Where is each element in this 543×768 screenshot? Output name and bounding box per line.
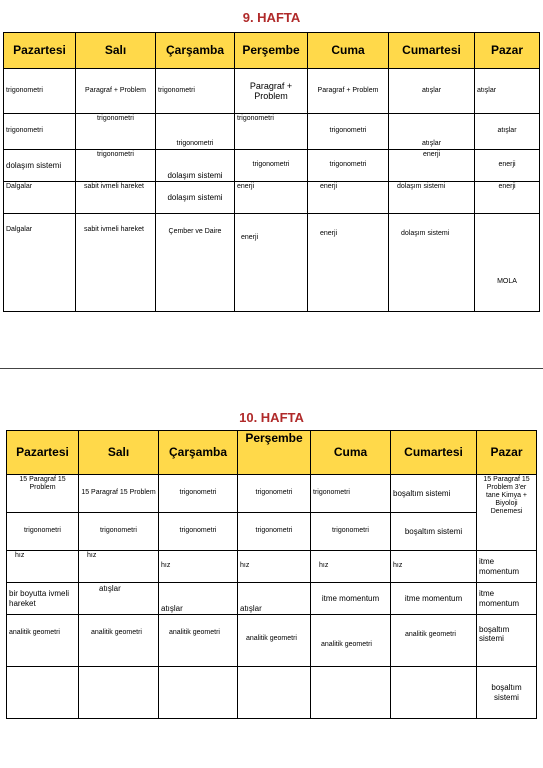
w10-cell: analitik geometri bbox=[238, 615, 311, 667]
table-row bbox=[7, 551, 537, 583]
w10-cell: hız bbox=[238, 551, 311, 583]
w10-day-header: Pazartesi bbox=[7, 431, 79, 475]
table-row bbox=[7, 583, 537, 615]
w10-day-header: Cuma bbox=[311, 431, 391, 475]
w10-cell bbox=[311, 667, 391, 719]
w9-cell: trigonometri bbox=[4, 69, 76, 114]
w9-day-header: Salı bbox=[76, 33, 156, 69]
w10-cell: analitik geometri bbox=[311, 615, 391, 667]
w9-cell: sabit ivmeli hareket bbox=[76, 214, 156, 312]
w9-cell: enerji bbox=[389, 150, 475, 182]
w9-cell: trigonometri bbox=[235, 114, 308, 150]
w9-cell: dolaşım sistemi bbox=[389, 182, 475, 214]
table-row bbox=[4, 150, 540, 182]
w10-cell: hız bbox=[159, 551, 238, 583]
w10-cell: itme momentum bbox=[477, 551, 537, 583]
w10-cell bbox=[391, 667, 477, 719]
w10-cell: analitik geometri bbox=[79, 615, 159, 667]
table-row bbox=[4, 69, 540, 114]
w10-cell: trigonometri bbox=[311, 475, 391, 513]
w10-cell: hız bbox=[311, 551, 391, 583]
w9-cell: enerji bbox=[475, 150, 540, 182]
table-row bbox=[4, 214, 540, 312]
w10-cell: trigonometri bbox=[311, 513, 391, 551]
w10-cell: analitik geometri bbox=[7, 615, 79, 667]
w9-cell: enerji bbox=[235, 182, 308, 214]
w10-day-header: Salı bbox=[79, 431, 159, 475]
w9-cell: atışlar bbox=[475, 114, 540, 150]
w10-cell: 15 Paragraf 15 Problem bbox=[79, 475, 159, 513]
w10-day-header: Çarşamba bbox=[159, 431, 238, 475]
w9-cell: Dalgalar bbox=[4, 182, 76, 214]
week-10-header-row bbox=[7, 431, 537, 475]
w9-cell: Dalgalar bbox=[4, 214, 76, 312]
table-row bbox=[7, 615, 537, 667]
week-10-title: 10. HAFTA bbox=[239, 410, 304, 425]
w9-cell: Paragraf + Problem bbox=[308, 69, 389, 114]
w9-cell: enerji bbox=[308, 182, 389, 214]
w10-cell bbox=[7, 667, 79, 719]
w9-cell: trigonometri bbox=[4, 114, 76, 150]
week-9-title: 9. HAFTA bbox=[242, 10, 301, 25]
week-9-header-row bbox=[4, 33, 540, 69]
w10-cell: atışlar bbox=[159, 583, 238, 615]
w10-cell: hız bbox=[7, 551, 79, 583]
w10-day-header: Perşembe bbox=[238, 431, 311, 475]
w10-cell: boşaltım sistemi bbox=[477, 667, 537, 719]
w10-cell: atışlar bbox=[79, 583, 159, 615]
w10-cell: bir boyutta ivmeli hareket bbox=[7, 583, 79, 615]
w10-cell: 15 Paragraf 15 Problem bbox=[7, 475, 79, 513]
table-row bbox=[7, 667, 537, 719]
table-row bbox=[7, 513, 537, 551]
w9-cell: atışlar bbox=[475, 69, 540, 114]
w10-cell: analitik geometri bbox=[159, 615, 238, 667]
w9-cell: trigonometri bbox=[156, 114, 235, 150]
w9-cell: atışlar bbox=[389, 69, 475, 114]
w10-cell: itme momentum bbox=[477, 583, 537, 615]
w10-cell: hız bbox=[391, 551, 477, 583]
w10-cell: analitik geometri bbox=[391, 615, 477, 667]
w9-day-header: Çarşamba bbox=[156, 33, 235, 69]
w9-day-header: Pazar bbox=[475, 33, 540, 69]
w9-cell: enerji bbox=[308, 214, 389, 312]
w9-cell: dolaşım sistemi bbox=[156, 182, 235, 214]
table-row bbox=[4, 182, 540, 214]
w9-cell: trigonometri bbox=[308, 150, 389, 182]
w10-cell bbox=[159, 667, 238, 719]
w10-cell: trigonometri bbox=[7, 513, 79, 551]
week-9-schedule-table bbox=[3, 32, 540, 312]
w10-cell: trigonometri bbox=[159, 513, 238, 551]
w9-day-header: Pazartesi bbox=[4, 33, 76, 69]
w10-cell: trigonometri bbox=[238, 475, 311, 513]
w9-cell: trigonometri bbox=[156, 69, 235, 114]
w9-day-header: Cuma bbox=[308, 33, 389, 69]
w10-cell: boşaltım sistemi bbox=[391, 475, 477, 513]
w10-cell: trigonometri bbox=[159, 475, 238, 513]
w9-cell: trigonometri bbox=[235, 150, 308, 182]
w9-cell: trigonometri bbox=[76, 114, 156, 150]
w10-cell: itme momentum bbox=[391, 583, 477, 615]
w10-cell: trigonometri bbox=[79, 513, 159, 551]
w10-cell: atışlar bbox=[238, 583, 311, 615]
w10-cell: boşaltım sistemi bbox=[477, 615, 537, 667]
w9-cell: MOLA bbox=[475, 214, 540, 312]
page-divider bbox=[0, 368, 543, 369]
w10-day-header: Cumartesi bbox=[391, 431, 477, 475]
w9-cell: enerji bbox=[235, 214, 308, 312]
w10-cell bbox=[238, 667, 311, 719]
w10-cell: 15 Paragraf 15 Problem 3'er tane Kimya + Biyoloji Denemesi bbox=[477, 475, 537, 551]
w10-day-header: Pazar bbox=[477, 431, 537, 475]
w9-cell: trigonometri bbox=[308, 114, 389, 150]
w9-cell: sabit ivmeli hareket bbox=[76, 182, 156, 214]
w9-cell: dolaşım sistemi bbox=[156, 150, 235, 182]
w10-cell: itme momentum bbox=[311, 583, 391, 615]
week-10-schedule-table bbox=[6, 430, 537, 719]
w9-cell: atışlar bbox=[389, 114, 475, 150]
w9-cell: dolaşım sistemi bbox=[389, 214, 475, 312]
w9-day-header: Cumartesi bbox=[389, 33, 475, 69]
w9-cell: Paragraf + Problem bbox=[235, 69, 308, 114]
w9-cell: enerji bbox=[475, 182, 540, 214]
w10-cell bbox=[79, 667, 159, 719]
w10-cell: hız bbox=[79, 551, 159, 583]
table-row bbox=[7, 475, 537, 513]
w10-cell: trigonometri bbox=[238, 513, 311, 551]
w9-cell: Paragraf + Problem bbox=[76, 69, 156, 114]
w9-cell: trigonometri bbox=[76, 150, 156, 182]
table-row bbox=[4, 114, 540, 150]
w9-cell: dolaşım sistemi bbox=[4, 150, 76, 182]
w9-day-header: Perşembe bbox=[235, 33, 308, 69]
w10-cell: boşaltım sistemi bbox=[391, 513, 477, 551]
w9-cell: Çember ve Daire bbox=[156, 214, 235, 312]
